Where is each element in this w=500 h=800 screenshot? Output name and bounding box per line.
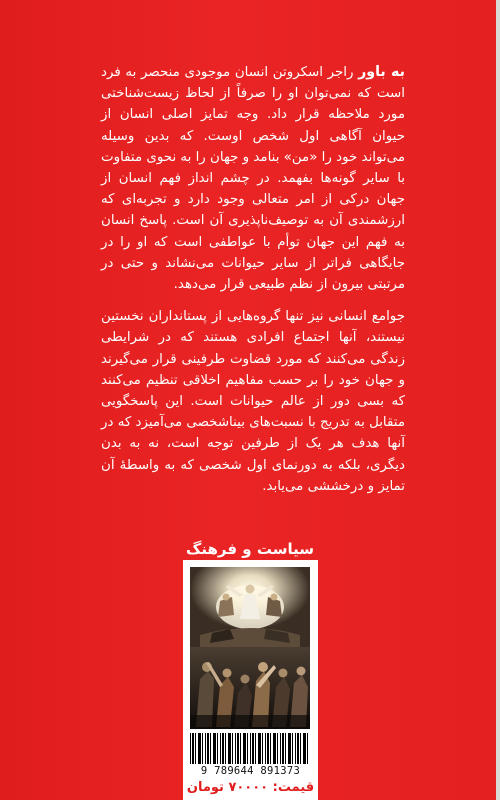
- series-title: سیاست و فرهنگ: [186, 540, 314, 558]
- barcode: [190, 733, 310, 764]
- blurb-paragraph-1-text: راجر اسکروتن انسان موجودی منحصر به فرد است که نمی‌توان او را صرفاً از لحاظ زیست‌شناختی مورد ملاحظه قرار داد. وجه تمایز اصلی انسان از حیوان آگاهی اول شخص اوست. که بدین وسیله می‌تواند خود را «من» بنامد و جهان را به نحوی متفاوت با سایر گونه‌ها بفهمد. در چشم انداز فهم انسان از جهان درکی از امر متعالی وجود دارد و تجربه‌ای که ارزشمندی آن به توصیف‌ناپذیری آن است. پاسخ انسان به فهم این جهان توأم با عواطفی است که او را در جایگاهی فراتر از سایر حیوانات می‌نشاند و حتی در مرتبتی بیرون از نظم طبیعی قرار می‌دهد.: [101, 65, 405, 293]
- scan-edge: [496, 0, 500, 800]
- transfiguration-painting-icon: [190, 567, 310, 729]
- isbn-digits: 9 789644 891373: [200, 765, 301, 777]
- blurb-paragraph-2: جوامع انسانی نیز تنها گروه‌هایی از پستانداران نخستین نیستند، آنها اجتماع افرادی هستند که در شرایطی زندگی می‌کنند که مورد قضاوت طرفینی قرار می‌گیرند و جهان خود را بر حسب مفاهیم اخلاقی تنظیم می‌کنند که بسی دور از عالم حیوانات است. این پاسخگویی متقابل به تدریج با نسبت‌های بیناشخصی می‌آمیزد که در آنها هدف هر یک از طرفین توجه است، نه به بدن دیگری، بلکه به دورنمای اول شخصی که به واسطهٔ آن تمایز و درخششی می‌یابد.: [101, 309, 405, 494]
- price-label: قیمت: ۷۰۰۰۰ تومان: [186, 780, 315, 795]
- back-cover-blurb: [101, 62, 405, 497]
- blurb-paragraph-1: [101, 62, 405, 295]
- blurb-lead: به باور: [358, 64, 405, 80]
